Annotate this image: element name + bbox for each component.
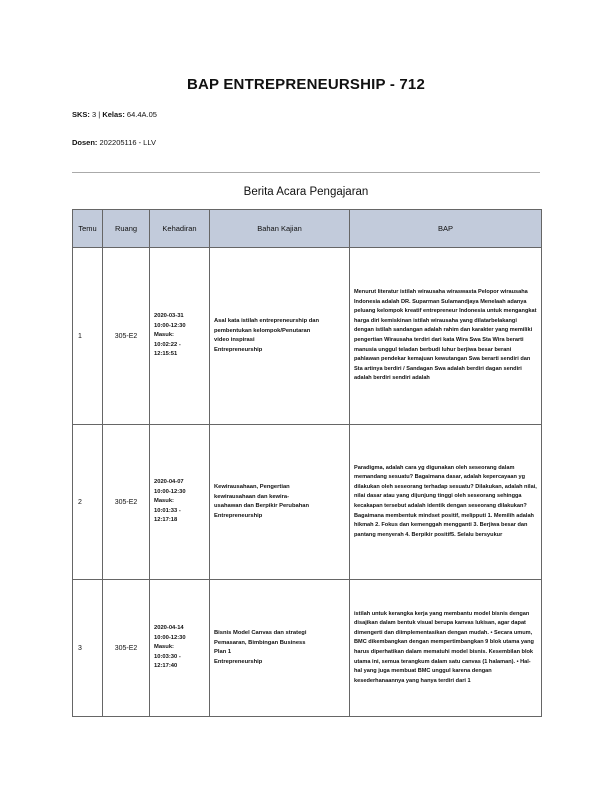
table-row <box>73 425 542 580</box>
cell-kehadiran <box>150 580 210 717</box>
kehadiran-in: 10:01:33 - <box>154 507 181 514</box>
kehadiran-out: 12:17:40 <box>154 663 178 670</box>
bahan-line: Kewirausahaan, Pengertian <box>214 484 290 490</box>
cell-bap: Paradigma, adalah cara yg digunakan oleh seseorang dalam memandang sesuatu? Bagaimana dasar, adalah kepercayaan yg dilakukan oleh seseorang terhadap sesuatu? Dilakukan, adalah nilai, nilai dasar atau yang dijunjung tinggi oleh seseorang sehingga kecakapan tersebut adalah identik dengan seseorang dilakukan? Bagaimana membentuk mindset positif, melipputi 1. Memilih adalah hikmah 2. Fokus dan kemenggah mengganti 3. Berjiwa besar dan pantang menyerah 4. Berpikir positif5. Selalu bersyukur <box>350 425 542 580</box>
cell-bahan-kajian <box>210 425 350 580</box>
header-temu: Temu <box>73 210 103 248</box>
cell-temu: 2 <box>73 425 103 580</box>
cell-bap: Menurut literatur istilah wirausaha wiraswasta Pelopor wirausaha Indonesia adalah DR. Suparman Sulamandjaya Menelaah adanya peluang kelompok kreatif entrepreneur Indonesia untuk mengangkat harga diri kemiskinan istilah wirausaha yang dilatarbelakangi dengan istilah sandangan adalah rahim dan karakter yang memiliki pengertian Wirausaha terdiri dari kata Wira Swa Sta Wira berarti manusia unggul teladan berbudi luhur berjiwa besar berani pahlawan pendekar kemajuan kewutangan Swa berarti sendiri dan Sta artinya berdiri / Sandagan Swa adalah berdiri dagan sendiri adalah berdiri sendiri adalah <box>350 248 542 425</box>
header-bap: BAP <box>350 210 542 248</box>
table-row <box>73 580 542 717</box>
cell-temu: 1 <box>73 248 103 425</box>
dosen-value: 202205116 - LLV <box>99 138 156 147</box>
bahan-line: kewirausahaan dan kewira- <box>214 493 290 500</box>
kehadiran-in: 10:03:30 - <box>154 653 181 660</box>
kehadiran-out: 12:17:18 <box>154 517 178 524</box>
kehadiran-in: 10:02:22 - <box>154 341 181 348</box>
cell-ruang: 305-E2 <box>103 425 150 580</box>
kehadiran-masuk-label: Masuk: <box>154 498 174 505</box>
kehadiran-masuk-label: Masuk: <box>154 332 174 339</box>
bahan-line: Bisnis Model Canvas dan strategi <box>214 630 307 636</box>
bahan-line: Entrepreneurship <box>214 658 263 665</box>
bahan-line: Plan 1 <box>214 649 232 655</box>
course-meta <box>72 110 157 119</box>
header-bahan-kajian: Bahan Kajian <box>210 210 350 248</box>
lecturer-meta <box>72 138 156 147</box>
kehadiran-date: 2020-04-14 <box>154 625 184 632</box>
kelas-label: Kelas: <box>102 110 125 119</box>
kelas-value: 64.4A.05 <box>126 110 157 119</box>
divider <box>72 172 540 173</box>
kehadiran-date: 2020-04-07 <box>154 479 184 486</box>
kehadiran-time: 10:00-12:30 <box>154 488 186 495</box>
cell-bahan-kajian <box>210 248 350 425</box>
kehadiran-time: 10:00-12:30 <box>154 634 186 641</box>
header-kehadiran: Kehadiran <box>150 210 210 248</box>
bahan-line: pembentukan kelompok/Penutaran <box>214 327 311 334</box>
cell-kehadiran <box>150 425 210 580</box>
bahan-line: Asal kata istilah entrepreneurship dan <box>214 318 320 324</box>
table-row <box>73 248 542 425</box>
kehadiran-time: 10:00-12:30 <box>154 322 186 329</box>
cell-ruang: 305-E2 <box>103 248 150 425</box>
cell-bap: istilah untuk kerangka kerja yang membantu model bisnis dengan disajikan dalam bentuk visual berupa kanvas lukisan, agar dapat dimengerti dan diimplementasikan dengan mudah. • Secara umum, BMC dikembangkan dengan mempertimbangkan 9 blok utama yang harus diperhatikan dalam mematuhi model bisnis. Kesembilan blok utama ini, semua terangkum dalam satu canvas (1 halaman). • Hal-hal yang juga membuat BMC unggul karena dengan kesederhanaannya yang hanya terdiri dari 1 <box>350 580 542 717</box>
dosen-label: Dosen: <box>72 138 98 147</box>
header-ruang: Ruang <box>103 210 150 248</box>
bahan-line: usahawan dan Berpikir Perubahan <box>214 503 310 509</box>
kehadiran-date: 2020-03-31 <box>154 313 184 320</box>
teaching-record-table <box>72 209 542 717</box>
bahan-line: Entrepreneurship <box>214 512 263 519</box>
table-header-row <box>73 210 542 248</box>
sks-label: SKS: <box>72 110 90 119</box>
bahan-line: Entrepreneurship <box>214 346 263 353</box>
bahan-line: video inspirasi <box>214 337 255 343</box>
sks-value: 3 | <box>92 110 101 119</box>
cell-bahan-kajian <box>210 580 350 717</box>
bahan-line: Pemasaran, Bimbingan Business <box>214 639 306 646</box>
cell-kehadiran <box>150 248 210 425</box>
kehadiran-masuk-label: Masuk: <box>154 644 174 651</box>
section-title: Berita Acara Pengajaran <box>243 186 369 198</box>
cell-temu: 3 <box>73 580 103 717</box>
cell-ruang: 305-E2 <box>103 580 150 717</box>
kehadiran-out: 12:15:51 <box>154 351 178 358</box>
document-title: BAP ENTREPRENEURSHIP - 712 <box>186 76 426 93</box>
